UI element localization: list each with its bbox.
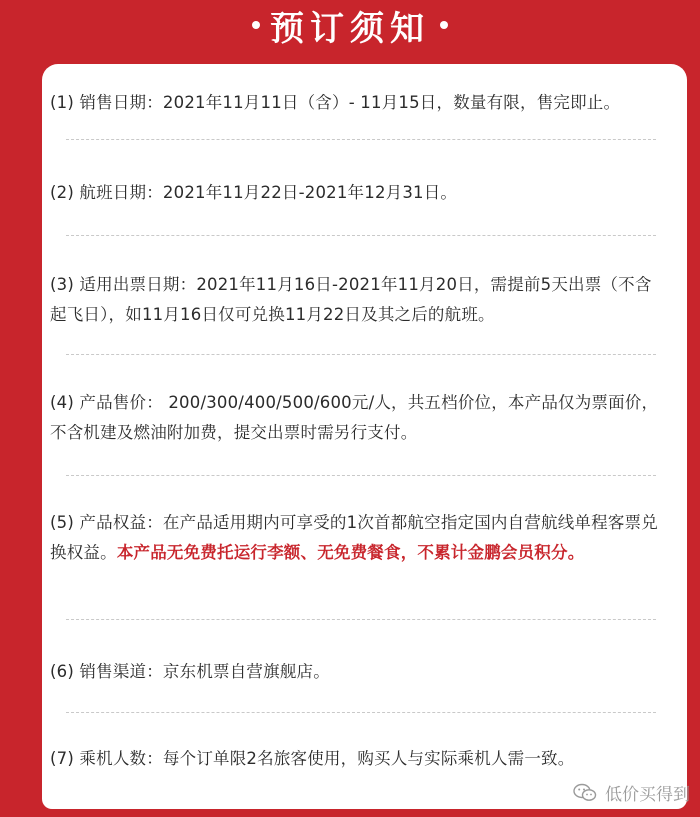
watermark [573, 780, 690, 805]
notice-item-3: (3) 适用出票日期：2021年11月16日-2021年11月20日，需提前5天出票（不含起飞日），如11月16日仅可兑换11月22日及其之后的航班。 [50, 275, 652, 324]
divider [66, 235, 656, 236]
notice-item-5: (5) 产品权益：在产品适用期内可享受的1次首都航空指定国内自营航线单程客票兑换权益。本产品无免费托运行李额、无免费餐食，不累计金鹏会员积分。 [50, 513, 658, 562]
notice-card [42, 64, 687, 809]
divider [66, 619, 656, 620]
watermark-text: 低价买得到 [605, 785, 690, 805]
divider [66, 712, 656, 713]
notice-item-6: (6) 销售渠道：京东机票自营旗舰店。 [50, 662, 330, 681]
divider [66, 475, 656, 476]
notice-item-4: (4) 产品售价： 200/300/400/500/600元/人，共五档价位，本产品仅为票面价，不含机建及燃油附加费，提交出票时需另行支付。 [50, 393, 659, 442]
title-dot-right [440, 21, 448, 29]
page-title: 预订须知 [270, 8, 430, 49]
title-dot-left [252, 21, 260, 29]
divider [66, 354, 656, 355]
notice-item-1: (1) 销售日期：2021年11月11日（含）- 11月15日，数量有限，售完即止。 [50, 93, 621, 112]
wechat-icon [573, 783, 597, 803]
page-title-banner [230, 0, 470, 50]
divider [66, 139, 656, 140]
notice-highlight: 本产品无免费托运行李额、无免费餐食，不累计金鹏会员积分。 [116, 543, 585, 562]
notice-item-7: (7) 乘机人数：每个订单限2名旅客使用，购买人与实际乘机人需一致。 [50, 749, 575, 768]
notice-item-2: (2) 航班日期：2021年11月22日-2021年12月31日。 [50, 183, 458, 202]
